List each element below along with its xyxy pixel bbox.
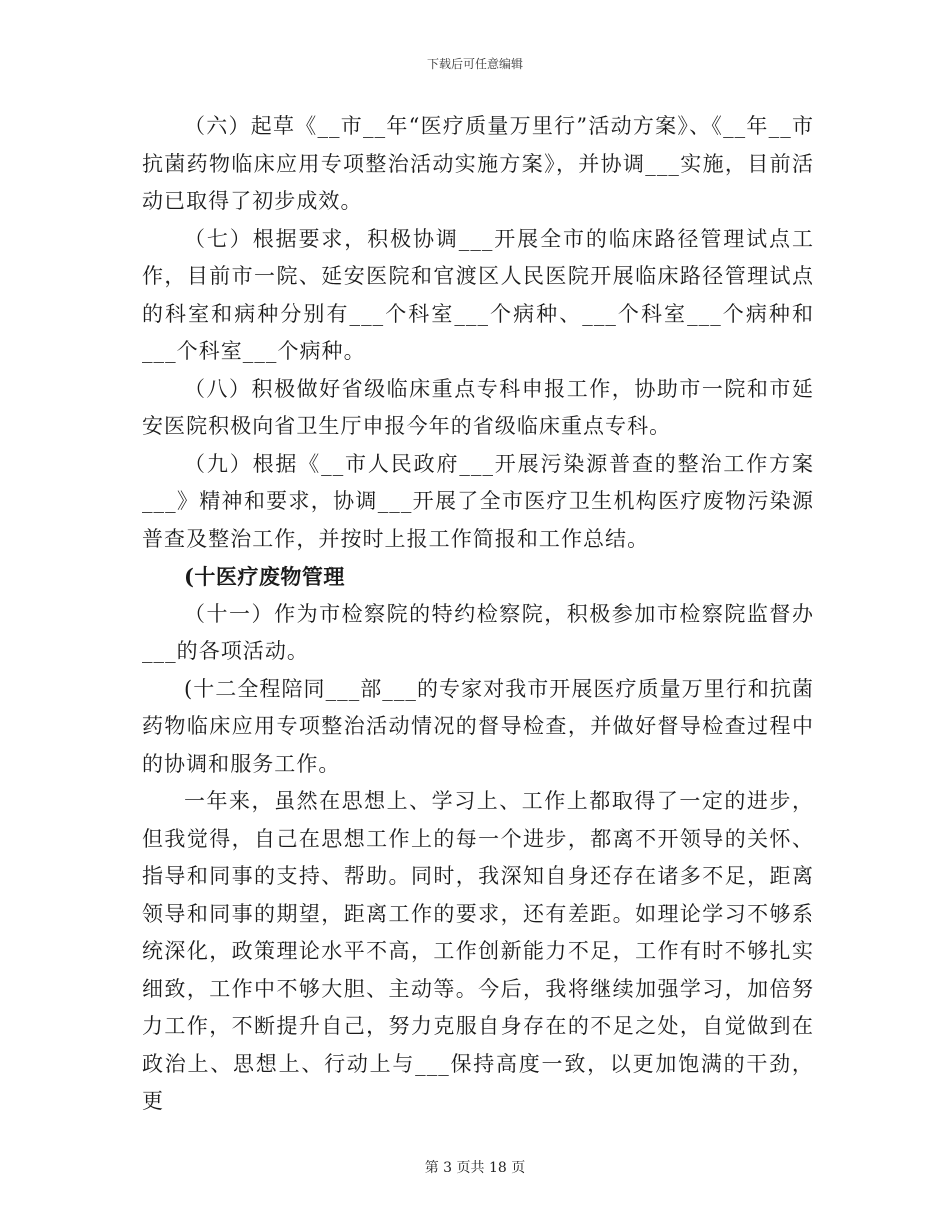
paragraph-seven: （七）根据要求，积极协调___开展全市的临床路径管理试点工作，目前市一院、延安医院和官渡区人民医院开展临床路径管理试点的科室和病种分别有___个科室___个病种、___个科室___个病种和___个科室___个病种。 <box>142 226 814 363</box>
paragraph-summary: 一年来，虽然在思想上、学习上、工作上都取得了一定的进步，但我觉得，自己在思想工作上的每一个进步，都离不开领导的关怀、指导和同事的支持、帮助。同时，我深知自身还存在诸多不足，距离领导和同事的期望，距离工作的要求，还有差距。如理论学习不够系统深化，政策理论水平不高，工作创新能力不足，工作有时不够扎实细致，工作中不够大胆、主动等。今后，我将继续加强学习，加倍努力工作，不断提升自己，努力克服自身存在的不足之处，自觉做到在政治上、思想上、行动上与___保持高度一致，以更加饱满的干劲，更 <box>142 789 814 1113</box>
page-footer: 第 3 页共 18 页 <box>424 1160 526 1176</box>
paragraph-eleven: （十一）作为市检察院的特约检察院，积极参加市检察院监督办___的各项活动。 <box>142 601 814 663</box>
paragraph-twelve: (十二全程陪同___部___的专家对我市开展医疗质量万里行和抗菌药物临床应用专项整治活动情况的督导检查，并做好督导检查过程中的协调和服务工作。 <box>142 676 814 776</box>
paragraph-six: （六）起草《__市__年“医疗质量万里行”活动方案》、《__年__市抗菌药物临床应用专项整治活动实施方案》，并协调___实施，目前活动已取得了初步成效。 <box>142 114 814 213</box>
section-heading-ten: (十医疗废物管理 <box>184 564 345 589</box>
page-header: 下载后可任意编辑 <box>426 57 523 71</box>
paragraph-eight: （八）积极做好省级临床重点专科申报工作，协助市一院和市延安医院积极向省卫生厅申报今年的省级临床重点专科。 <box>142 376 814 438</box>
paragraph-nine: （九）根据《__市人民政府___开展污染源普查的整治工作方案___》精神和要求，协调___开展了全市医疗卫生机构医疗废物污染源普查及整治工作，并按时上报工作简报和工作总结。 <box>142 451 814 551</box>
document-body <box>142 108 814 1121</box>
